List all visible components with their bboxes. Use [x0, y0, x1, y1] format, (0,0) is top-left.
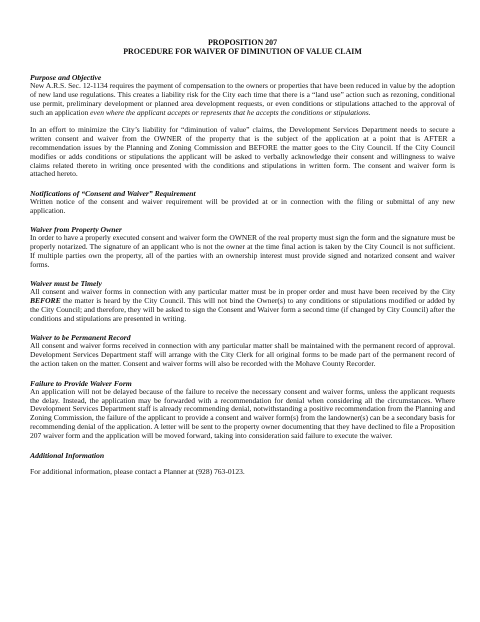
section-paragraph: Written notice of the consent and waiver requirement will be provided at or in connection with the filing or submittal of any new application.	[30, 196, 455, 215]
section-heading: Waiver from Property Owner	[30, 225, 122, 235]
section-heading: Additional Information	[30, 450, 105, 460]
paragraph-text: the matter is heard by the City Council. This will not bind the Owner(s) to any conditions or stipulations modified or added by the City Council; and therefore, they will be asked to sign the Consent and Waiver form a second time (if changed by City Council) after the conditions and stipulations are presented in writing.	[30, 296, 455, 324]
section-notifications	[30, 189, 455, 216]
paragraph-text: All consent and waiver forms in connection with any particular matter must be in proper order and must have been received by the City	[30, 287, 455, 297]
section-heading: Waiver to be Permanent Record	[30, 333, 131, 343]
section-waiver-owner	[30, 225, 455, 270]
paragraph-italic-text: even where the applicant accepts or represents that he accepts the conditions or stipulations.	[90, 107, 371, 117]
section-paragraph: An application will not be delayed because of the failure to receive the necessary consent and waiver forms, unless the applicant requests the delay. Instead, the application may be forwarded with a recommendation for denial when considering all the circumstances. Where Development Services Department staff is already recommending denial, notwithstanding a positive recommendation from the Planning and Zoning Commission, the failure of the applicant to provide a consent and waiver form(s) from the landowner(s) can be a secondary basis for recommending denial of the application. A letter will be sent to the property owner documenting that they have declined to file a Proposition 207 waiver form and the application will be moved forward, taking into consideration said failure to execute the waiver.	[30, 386, 455, 441]
section-waiver-timely	[30, 279, 455, 324]
section-paragraph: For additional information, please contact a Planner at (928) 763-0123.	[30, 466, 245, 476]
section-purpose	[30, 73, 455, 180]
section-paragraph: All consent and waiver forms received in connection with any particular matter shall be maintained with the permanent record of approval. Development Services Department staff will arrange with the City Clerk for all original forms to be made part of the permanent record of the action taken on the matter. Consent and waiver forms will also be recorded with the Mohave County Recorder.	[30, 341, 455, 369]
section-heading: Failure to Provide Waiver Form	[30, 378, 132, 388]
section-paragraph: In an effort to minimize the City’s liability for “diminution of value” claims, the Development Services Department needs to secure a written consent and waiver from the OWNER of the property that is the subject of the application at a point that is AFTER a recommendation issues by the Planning and Zoning Commission and BEFORE the matter goes to the City Council. If the City Council modifies or adds conditions or stipulations the applicant will be asked to verbally acknowledge their consent and willingness to waive claims related thereto in writing once presented with the conditions and stipulations in written form. The consent and waiver form is attached hereto.	[30, 124, 455, 179]
section-paragraph: In order to have a properly executed consent and waiver form the OWNER of the real property must sign the form and the signature must be properly notarized. The signature of an applicant who is not the owner at the time final action is taken by the City Council is not sufficient. If multiple parties own the property, all of the parties with an ownership interest must provide signed and notarized consent and waiver forms.	[30, 233, 455, 269]
section-permanent-record	[30, 333, 455, 369]
section-heading: Purpose and Objective	[30, 72, 102, 82]
section-heading: Notifications of “Consent and Waiver” Requirement	[30, 188, 196, 198]
section-additional-info	[30, 451, 455, 477]
section-paragraph	[30, 288, 455, 324]
emphasis-before: BEFORE	[30, 296, 61, 306]
paragraph-text: New A.R.S. Sec. 12-1134 requires the payment of compensation to the owners or properties that have been reduced in value by the adoption of new land use regulations. This creates a liability risk for the City each time that there is a “land use” action such as rezoning, conditional use permit, preliminary development or planned area development requests, or even conditions or stipulations attached to the approval of such an application	[30, 80, 455, 117]
document-title-line2: PROCEDURE FOR WAIVER OF DIMINUTION OF VALUE CLAIM	[123, 47, 362, 57]
section-heading: Waiver must be Timely	[30, 279, 102, 289]
section-failure	[30, 379, 455, 441]
document-page	[30, 38, 455, 477]
document-title-line1: PROPOSITION 207	[207, 38, 278, 47]
section-paragraph	[30, 82, 455, 118]
